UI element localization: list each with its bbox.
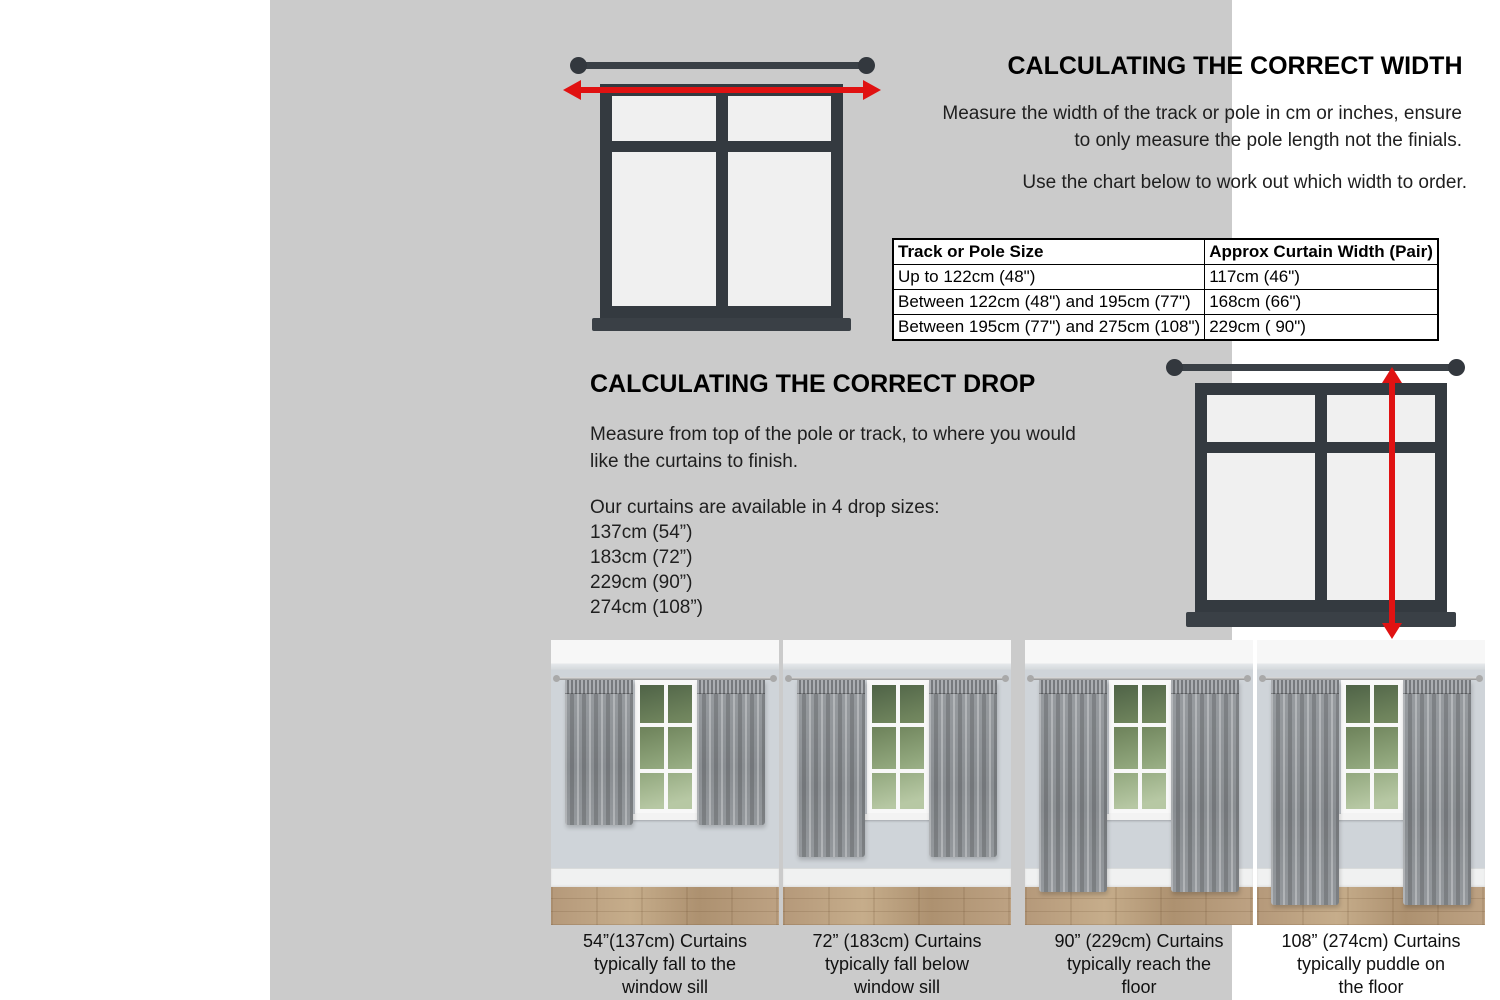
drop-size-item: 274cm (108”) xyxy=(590,597,703,618)
window-bar xyxy=(896,685,900,809)
skirting-board xyxy=(783,868,1011,888)
photo-caption-72in xyxy=(773,930,1021,999)
photo-drop-72in xyxy=(783,640,1011,925)
caption-line: 72” (183cm) Curtains xyxy=(812,931,982,951)
photo-window-sill xyxy=(1336,814,1408,820)
col-header-curtain-width: Approx Curtain Width (Pair) xyxy=(1205,239,1438,265)
pole-finial-right-icon xyxy=(858,57,875,74)
window-bar xyxy=(1114,769,1166,773)
curtain-width-cell: 229cm ( 90") xyxy=(1205,315,1438,341)
caption-line: 108” (274cm) Curtains xyxy=(1281,931,1461,951)
caption-line: window sill xyxy=(853,977,941,997)
width-section-title: CALCULATING THE CORRECT WIDTH xyxy=(1007,52,1463,80)
drop-size-item: 229cm (90”) xyxy=(590,572,693,593)
pole-finial-right-icon xyxy=(1448,359,1465,376)
cornice xyxy=(783,640,1011,670)
panel-background xyxy=(270,0,1467,1000)
window-sill-graphic xyxy=(1186,612,1456,627)
photo-window xyxy=(1341,680,1403,814)
caption-line: window sill xyxy=(621,977,709,997)
caption-line: typically reach the xyxy=(1066,954,1212,974)
window-bar xyxy=(1346,769,1398,773)
window-transom xyxy=(612,141,831,152)
window-mullion xyxy=(716,96,728,306)
window-bar xyxy=(1346,723,1398,727)
wood-floor xyxy=(551,887,779,925)
photo-drop-90in xyxy=(1025,640,1253,925)
window-graphic-drop xyxy=(1195,383,1447,612)
window-sill-graphic xyxy=(592,318,851,331)
size-chart-table xyxy=(892,238,1439,341)
table-row xyxy=(893,290,1438,315)
wood-floor xyxy=(1025,887,1253,925)
photo-window xyxy=(635,680,697,814)
photo-window-sill xyxy=(630,814,702,820)
photo-window-sill xyxy=(862,814,934,820)
width-measure-arrow-icon xyxy=(562,78,882,102)
curtain-left xyxy=(1271,680,1339,905)
photo-caption-54in xyxy=(541,930,789,999)
curtain-pole-graphic-top xyxy=(580,62,867,69)
caption-line: typically fall below xyxy=(824,954,970,974)
drop-measure-arrow-icon xyxy=(1378,366,1406,640)
window-bar xyxy=(1114,723,1166,727)
width-instructions-line2: to only measure the pole length not the finials. xyxy=(1074,130,1462,151)
curtain-left xyxy=(797,680,865,857)
window-mullion xyxy=(1315,395,1327,600)
caption-line: typically fall to the xyxy=(593,954,737,974)
caption-line: 90” (229cm) Curtains xyxy=(1054,931,1224,951)
curtain-right xyxy=(1403,680,1471,905)
wood-floor xyxy=(783,887,1011,925)
window-graphic-width xyxy=(600,84,843,318)
window-bar xyxy=(640,769,692,773)
table-row xyxy=(893,265,1438,290)
drop-instructions-line2: like the curtains to finish. xyxy=(590,451,799,472)
width-chart-hint: Use the chart below to work out which width to order. xyxy=(1022,172,1467,193)
photo-drop-108in xyxy=(1257,640,1485,925)
window-bar xyxy=(1370,685,1374,809)
drop-section-title: CALCULATING THE CORRECT DROP xyxy=(590,370,1036,398)
width-instructions xyxy=(870,100,1462,154)
curtain-right xyxy=(697,680,765,825)
pole-finial-left-icon xyxy=(1166,359,1183,376)
caption-line: typically puddle on xyxy=(1296,954,1446,974)
curtain-width-cell: 168cm (66") xyxy=(1205,290,1438,315)
table-header-row xyxy=(893,239,1438,265)
photo-drop-54in xyxy=(551,640,779,925)
curtain-right xyxy=(929,680,997,857)
caption-line: floor xyxy=(1121,977,1157,997)
photo-caption-90in xyxy=(1015,930,1263,999)
drop-size-item: 183cm (72”) xyxy=(590,547,693,568)
pole-size-cell: Between 195cm (77") and 275cm (108") xyxy=(893,315,1205,341)
cornice xyxy=(1257,640,1485,670)
window-bar xyxy=(872,769,924,773)
window-bar xyxy=(640,723,692,727)
window-bar xyxy=(664,685,668,809)
photo-window-sill xyxy=(1104,814,1176,820)
cornice xyxy=(551,640,779,670)
drop-sizes-intro: Our curtains are available in 4 drop sizes: xyxy=(590,497,940,518)
photo-caption-108in xyxy=(1247,930,1495,999)
col-header-pole-size: Track or Pole Size xyxy=(893,239,1205,265)
curtain-width-cell: 117cm (46") xyxy=(1205,265,1438,290)
curtain-pole-graphic-drop xyxy=(1176,364,1456,371)
caption-line: the floor xyxy=(1338,977,1404,997)
drop-sizes-list xyxy=(590,495,1150,620)
cornice xyxy=(1025,640,1253,670)
window-bar xyxy=(872,723,924,727)
pole-finial-left-icon xyxy=(570,57,587,74)
photo-window xyxy=(1109,680,1171,814)
table-row xyxy=(893,315,1438,341)
window-bar xyxy=(1138,685,1142,809)
curtain-right xyxy=(1171,680,1239,892)
drop-size-item: 137cm (54”) xyxy=(590,522,693,543)
drop-instructions xyxy=(590,421,1150,475)
pole-size-cell: Between 122cm (48") and 195cm (77") xyxy=(893,290,1205,315)
width-instructions-line1: Measure the width of the track or pole in cm or inches, ensure xyxy=(942,103,1462,124)
curtain-left xyxy=(1039,680,1107,892)
pole-size-cell: Up to 122cm (48") xyxy=(893,265,1205,290)
skirting-board xyxy=(551,868,779,888)
caption-line: 54”(137cm) Curtains xyxy=(582,931,748,951)
photo-window xyxy=(867,680,929,814)
curtain-left xyxy=(565,680,633,825)
drop-instructions-line1: Measure from top of the pole or track, to where you would xyxy=(590,424,1076,445)
